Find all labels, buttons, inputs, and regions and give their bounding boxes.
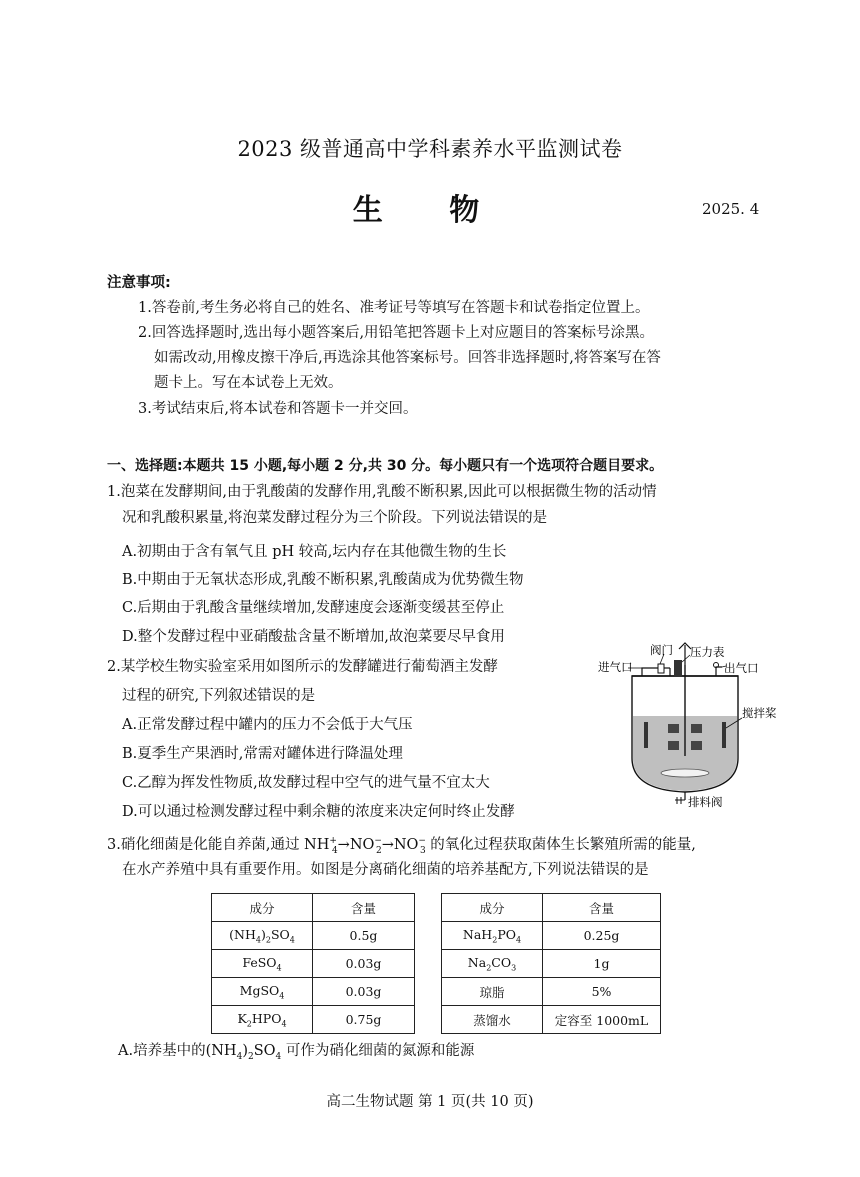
- exam-date: 2025. 4: [702, 200, 760, 218]
- q2-option-b: B.夏季生产果酒时,常需对罐体进行降温处理: [122, 746, 403, 762]
- table-cell: 1g: [543, 950, 661, 978]
- notes-heading: 注意事项:: [107, 275, 171, 291]
- subject-title: 生 物: [352, 193, 508, 228]
- table-cell: 蒸馏水: [442, 1006, 543, 1034]
- fermenter-diagram: [598, 640, 777, 809]
- q1-option-b: B.中期由于无氧状态形成,乳酸不断积累,乳酸菌成为优势微生物: [122, 572, 524, 588]
- label-valve: 阀门: [650, 643, 673, 657]
- label-gauge: 压力表: [690, 645, 725, 659]
- q2-stem: 2.某学校生物实验室采用如图所示的发酵罐进行葡萄酒主发酵: [107, 659, 498, 675]
- q3-stem: 3.硝化细菌是化能自养菌,通过 $NH^+_4\to NO^-_2\to NO^-_3$ 的氧化过程获取菌体生长繁殖所需的能量,: [107, 836, 696, 856]
- culture-medium-table: [211, 893, 661, 1034]
- table-cell: $K_2HPO_4$: [212, 1006, 313, 1034]
- table-header: 成分: [442, 894, 543, 922]
- table-cell: 5%: [543, 978, 661, 1006]
- label-outlet: 出气口: [724, 661, 759, 675]
- label-drain: 排料阀: [688, 795, 723, 809]
- q3-option-a: A.培养基中的$(NH_4)_2SO_4$ 可作为硝化细菌的氮源和能源: [118, 1043, 475, 1062]
- q2-stem: 过程的研究,下列叙述错误的是: [122, 688, 316, 704]
- table-cell: $Na_2CO_3$: [442, 950, 543, 978]
- table-cell: $NaH_2PO_4$: [442, 922, 543, 950]
- table-cell: 0.75g: [313, 1006, 415, 1034]
- table-cell: MgSO$_4$: [212, 978, 313, 1006]
- table-row: [212, 1006, 661, 1034]
- table-row: [212, 978, 661, 1006]
- q1-stem: 况和乳酸积累量,将泡菜发酵过程分为三个阶段。下列说法错误的是: [122, 510, 548, 526]
- label-stirrer: 搅拌桨: [742, 706, 777, 720]
- table-header: 含量: [313, 894, 415, 922]
- note-item: 如需改动,用橡皮擦干净后,再选涂其他答案标号。回答非选择题时,将答案写在答: [154, 350, 661, 366]
- note-item: 3.考试结束后,将本试卷和答题卡一并交回。: [138, 401, 418, 417]
- table-header-row: [212, 894, 661, 922]
- table-cell: 0.03g: [313, 950, 415, 978]
- table-cell: $(NH_4)_2SO_4$: [212, 922, 313, 950]
- exam-title: 2023 级普通高中学科素养水平监测试卷: [237, 137, 623, 161]
- table-cell: 琼脂: [442, 978, 543, 1006]
- table-cell: FeSO$_4$: [212, 950, 313, 978]
- table-header: 含量: [543, 894, 661, 922]
- table-cell: 定容至 1000mL: [543, 1006, 661, 1034]
- q1-option-d: D.整个发酵过程中亚硝酸盐含量不断增加,故泡菜要尽早食用: [122, 629, 505, 645]
- q2-option-c: C.乙醇为挥发性物质,故发酵过程中空气的进气量不宜太大: [122, 775, 490, 791]
- q2-option-a: A.正常发酵过程中罐内的压力不会低于大气压: [122, 717, 413, 733]
- table-cell: 0.03g: [313, 978, 415, 1006]
- note-item: 题卡上。写在本试卷上无效。: [154, 375, 343, 391]
- q3-stem: 在水产养殖中具有重要作用。如图是分离硝化细菌的培养基配方,下列说法错误的是: [122, 862, 649, 878]
- q2-option-d: D.可以通过检测发酵过程中剩余糖的浓度来决定何时终止发酵: [122, 804, 515, 820]
- table-row: [212, 922, 661, 950]
- table-header: 成分: [212, 894, 313, 922]
- table-row: [212, 950, 661, 978]
- label-inlet: 进气口: [598, 660, 633, 674]
- note-item: 2.回答选择题时,选出每小题答案后,用铅笔把答题卡上对应题目的答案标号涂黑。: [138, 325, 655, 341]
- table-cell: 0.25g: [543, 922, 661, 950]
- q1-option-c: C.后期由于乳酸含量继续增加,发酵速度会逐渐变缓甚至停止: [122, 600, 505, 616]
- table-cell: 0.5g: [313, 922, 415, 950]
- q1-stem: 1.泡菜在发酵期间,由于乳酸菌的发酵作用,乳酸不断积累,因此可以根据微生物的活动情: [107, 484, 657, 500]
- page-footer: 高二生物试题 第 1 页(共 10 页): [326, 1094, 534, 1110]
- q1-option-a: A.初期由于含有氧气且 pH 较高,坛内存在其他微生物的生长: [122, 544, 507, 560]
- section-heading: 一、选择题:本题共 15 小题,每小题 2 分,共 30 分。每小题只有一个选项符合题目要求。: [107, 458, 664, 474]
- note-item: 1.答卷前,考生务必将自己的姓名、准考证号等填写在答题卡和试卷指定位置上。: [138, 300, 650, 316]
